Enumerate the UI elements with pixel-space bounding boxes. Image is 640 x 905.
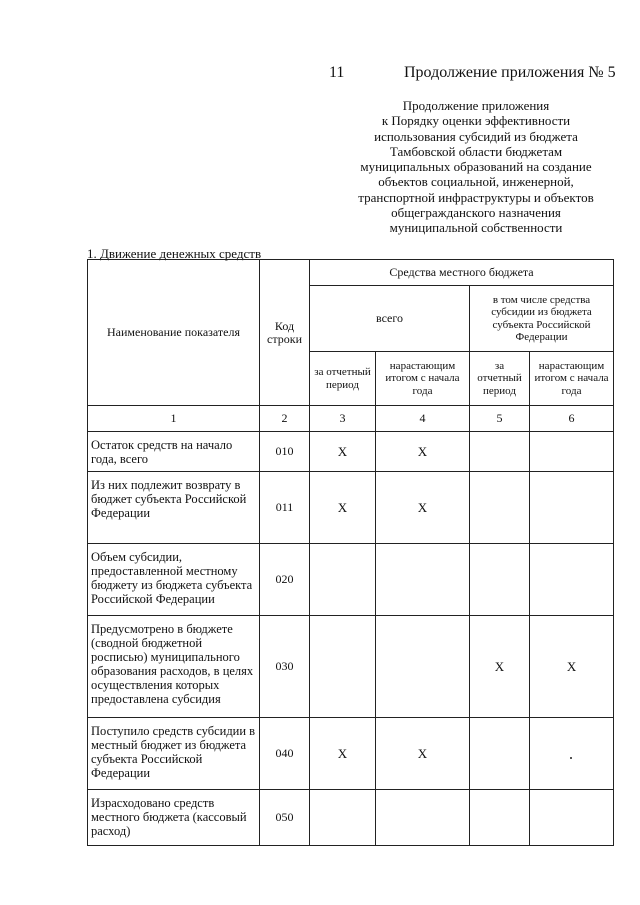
- cell-value: Х: [376, 718, 470, 790]
- table-row: [88, 616, 614, 718]
- cell-value: Х: [470, 616, 530, 718]
- header-period-subsidy: за отчетный период: [470, 352, 530, 406]
- cell-value: [530, 718, 614, 790]
- appendix-line: Тамбовской области бюджетам: [389, 143, 563, 159]
- row-code: 020: [260, 544, 310, 616]
- indicator-name: Предусмотрено в бюджете (сводной бюджетной росписью) муниципального образования расходов, в целях осуществления которых предоставлена субсидия: [88, 616, 260, 718]
- column-number: 5: [470, 406, 530, 432]
- appendix-line: муниципальной собственности: [389, 220, 563, 236]
- header-total: всего: [310, 286, 470, 352]
- header-row-code: Код строки: [260, 260, 310, 406]
- cell-value: [376, 616, 470, 718]
- cell-value: [470, 432, 530, 472]
- header-cumulative-subsidy: нарастающим итогом с начала года: [530, 352, 614, 406]
- continuation-title: Продолжение приложения № 5: [404, 64, 616, 81]
- cell-value: Х: [530, 616, 614, 718]
- row-code: 050: [260, 790, 310, 846]
- column-number: 2: [260, 406, 310, 432]
- cell-value: [310, 790, 376, 846]
- header-period: за отчетный период: [310, 352, 376, 406]
- appendix-line: муниципальных образований на создание: [360, 159, 592, 175]
- cell-value: Х: [310, 718, 376, 790]
- header-indicator-name: Наименование показателя: [88, 260, 260, 406]
- indicator-name: Остаток средств на начало года, всего: [88, 432, 260, 472]
- indicator-name: Израсходовано средств местного бюджета (кассовый расход): [88, 790, 260, 846]
- cell-value: [376, 544, 470, 616]
- row-code: 030: [260, 616, 310, 718]
- cell-value: [376, 790, 470, 846]
- header-cumulative: нарастающим итогом с начала года: [376, 352, 470, 406]
- column-number: 3: [310, 406, 376, 432]
- appendix-header: [346, 98, 606, 236]
- cell-value: Х: [376, 432, 470, 472]
- cell-value: [530, 544, 614, 616]
- row-code: 011: [260, 472, 310, 544]
- header-incl-subsidy: в том числе средства субсидии из бюджета субъекта Российской Федерации: [470, 286, 614, 352]
- appendix-line: Продолжение приложения: [402, 98, 550, 113]
- indicator-name: Поступило средств субсидии в местный бюджет из бюджета субъекта Российской Федерации: [88, 718, 260, 790]
- table-row: [88, 790, 614, 846]
- column-number: 1: [88, 406, 260, 432]
- header-local-budget: Средства местного бюджета: [310, 260, 614, 286]
- table-row: [88, 432, 614, 472]
- cell-value: [470, 544, 530, 616]
- table-row: [88, 718, 614, 790]
- row-code: 040: [260, 718, 310, 790]
- row-code: 010: [260, 432, 310, 472]
- cash-flow-table: [87, 259, 614, 846]
- appendix-line: к Порядку оценки эффективности: [381, 113, 571, 129]
- cell-value: [530, 790, 614, 846]
- appendix-line: общегражданского назначения: [391, 205, 561, 221]
- column-number: 4: [376, 406, 470, 432]
- cell-value: [470, 472, 530, 544]
- table-row: [88, 544, 614, 616]
- cell-value: [530, 472, 614, 544]
- page-number: 11: [329, 64, 345, 81]
- header-row: [88, 260, 614, 286]
- cell-value: [470, 790, 530, 846]
- appendix-line: транспортной инфраструктуры и объектов: [358, 189, 594, 205]
- cell-value: Х: [310, 472, 376, 544]
- section-title: 1. Движение денежных средств: [87, 246, 262, 261]
- cell-value: [310, 616, 376, 718]
- cell-value: Х: [376, 472, 470, 544]
- cell-value: [470, 718, 530, 790]
- indicator-name: Объем субсидии, предоставленной местному бюджету из бюджета субъекта Российской Федерации: [88, 544, 260, 616]
- cell-value: Х: [310, 432, 376, 472]
- column-number: 6: [530, 406, 614, 432]
- table-row: [88, 472, 614, 544]
- scan-artifact-dot: [570, 757, 572, 759]
- cell-value: [310, 544, 376, 616]
- appendix-line: использования субсидий из бюджета: [374, 128, 578, 144]
- appendix-line: объектов социальной, инженерной,: [378, 174, 574, 190]
- column-number-row: [88, 406, 614, 432]
- cell-value: [530, 432, 614, 472]
- indicator-name: Из них подлежит возврату в бюджет субъекта Российской Федерации: [88, 472, 260, 544]
